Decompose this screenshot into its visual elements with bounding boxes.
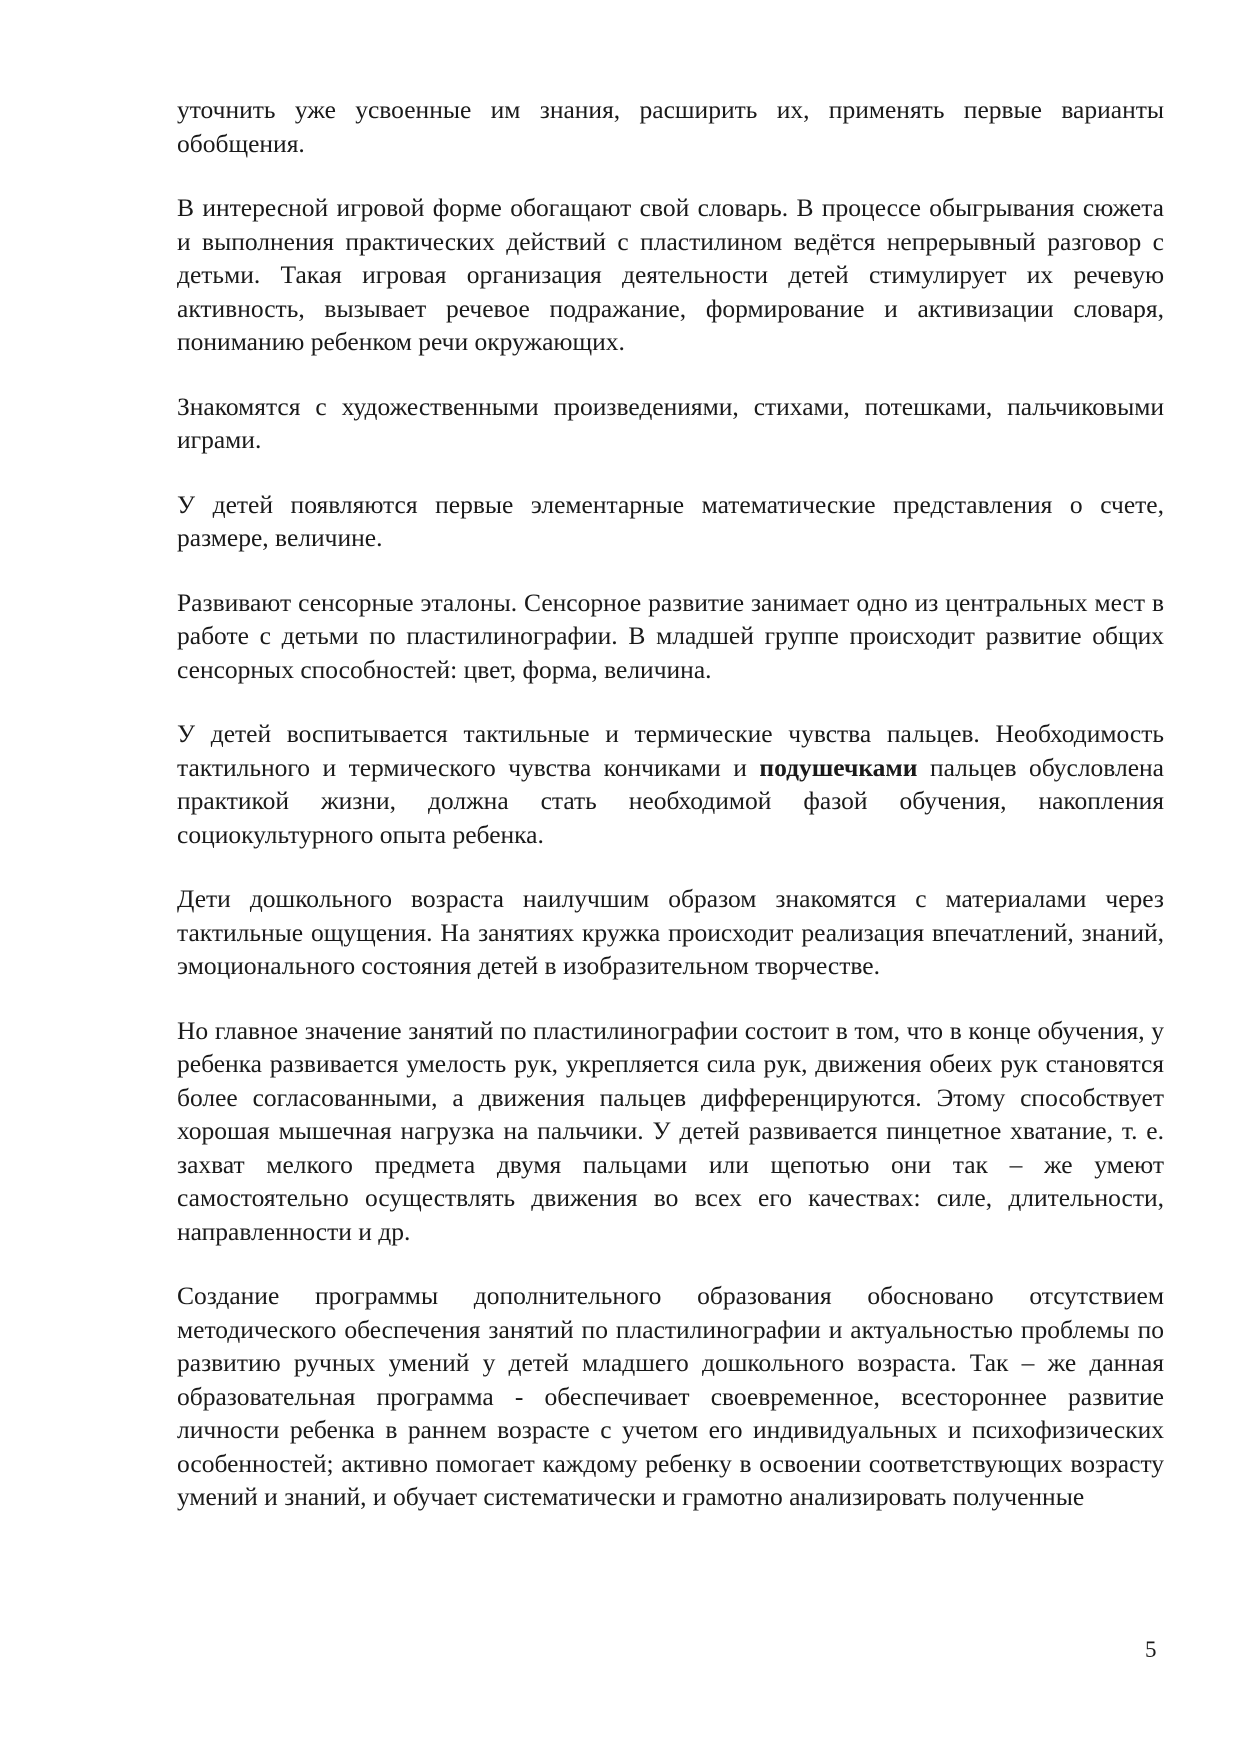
page-number: 5 xyxy=(1145,1637,1157,1662)
paragraph-8: Но главное значение занятий по пластилинографии состоит в том, что в конце обучения, у ребенка развивается умелость рук, укрепляется сила рук, движения обеих рук становятся более согласованными, а движения пальцев дифференцируются. Этому способствует хорошая мышечная нагрузка на пальчики. У детей развивается пинцетное хватание, т. е. захват мелкого предмета двумя пальцами или щепотью они так – же умеют самостоятельно осуществлять движения во всех его качествах: силе, длительности, направленности и др. xyxy=(177,1015,1164,1246)
paragraph-3: Знакомятся с художественными произведениями, стихами, потешками, пальчиковыми играми. xyxy=(177,391,1164,454)
paragraph-6 xyxy=(177,717,1164,851)
paragraph-5: Развивают сенсорные эталоны. Сенсорное развитие занимает одно из центральных мест в работе с детьми по пластилинографии. В младшей группе происходит развитие общих сенсорных способностей: цвет, форма, величина. xyxy=(177,587,1164,684)
paragraph-2: В интересной игровой форме обогащают свой словарь. В процессе обыгрывания сюжета и выполнения практических действий с пластилином ведётся непрерывный разговор с детьми. Такая игровая организация деятельности детей стимулирует их речевую активность, вызывает речевое подражание, формирование и активизации словаря, пониманию ребенком речи окружающих. xyxy=(177,193,1164,356)
paragraph-6-bold-word: подушечками xyxy=(759,752,918,782)
document-page xyxy=(177,93,1164,1545)
paragraph-7: Дети дошкольного возраста наилучшим образом знакомятся с материалами через тактильные ощущения. На занятиях кружка происходит реализация впечатлений, знаний, эмоционального состояния детей в изобразительном творчестве. xyxy=(177,884,1164,980)
paragraph-6-start: У детей воспитывается тактильные и термические чувства пальцев. Необходимость тактильного и термического чувства кончиками и xyxy=(177,719,1164,782)
paragraph-1: уточнить уже усвоенные им знания, расширить их, применять первые варианты обобщения. xyxy=(177,95,1164,158)
paragraph-9: Создание программы дополнительного образования обосновано отсутствием методического обеспечения занятий по пластилинографии и актуальностью проблемы по развитию ручных умений у детей младшего дошкольного возраста. Так – же данная образовательная программа - обеспечивает своевременное, всестороннее развитие личности ребенка в раннем возрасте с учетом его индивидуальных и психофизических особенностей; активно помогает каждому ребенку в освоении соответствующих возрасту умений и знаний, и обучает систематически и грамотно анализировать полученные xyxy=(177,1281,1164,1511)
paragraph-4: У детей появляются первые элементарные математические представления о счете, размере, величине. xyxy=(177,489,1164,552)
paragraph-6-end: пальцев обусловлена практикой жизни, должна стать необходимой фазой обучения, накопления социокультурного опыта ребенка. xyxy=(177,752,1165,849)
